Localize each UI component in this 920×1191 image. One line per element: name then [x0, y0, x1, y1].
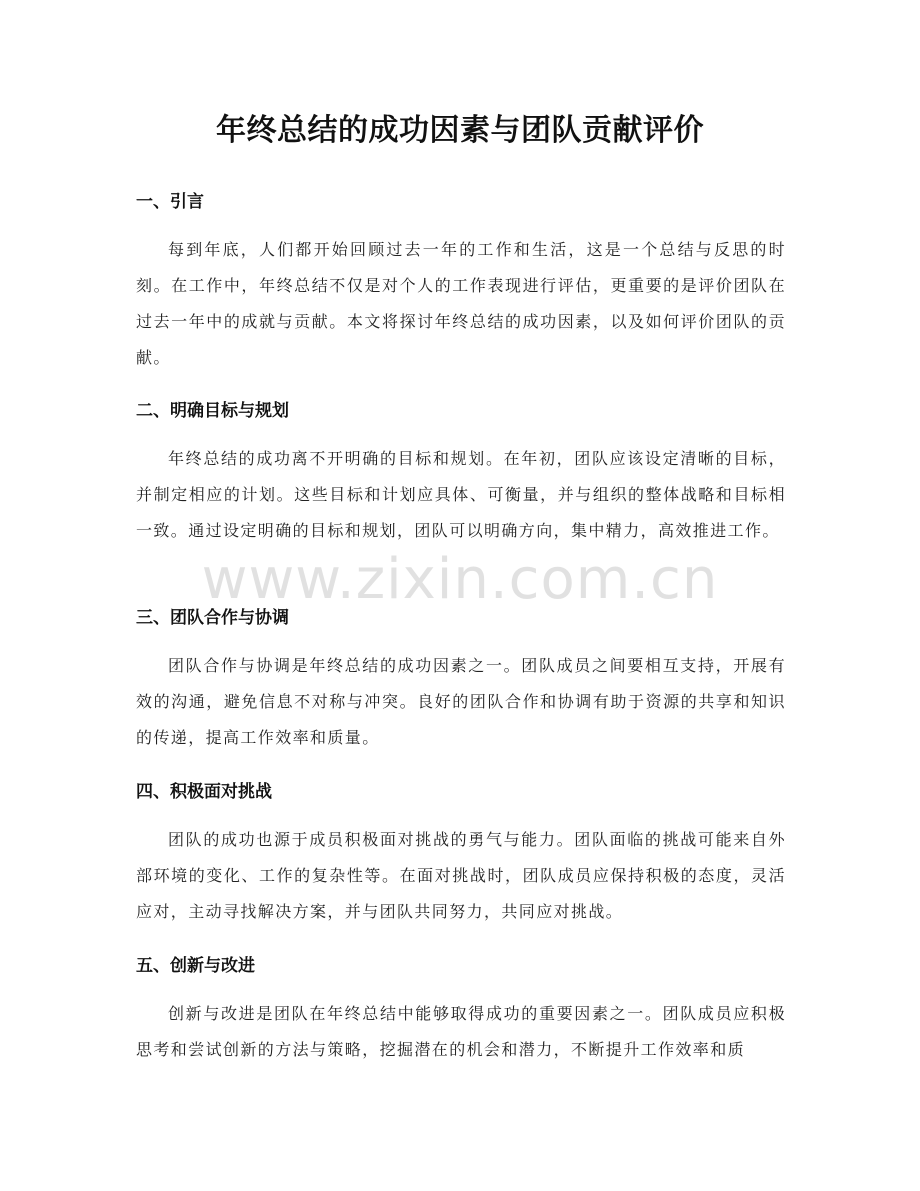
section-paragraph-teamwork: 团队合作与协调是年终总结的成功因素之一。团队成员之间要相互支持，开展有效的沟通，避免信息不对称与冲突。良好的团队合作和协调有助于资源的共享和知识的传递，提高工作效率和质量。 [136, 656, 786, 747]
section-heading-challenges: 四、积极面对挑战 [136, 782, 272, 802]
section-heading-innovation: 五、创新与改进 [136, 956, 255, 976]
section-paragraph-goals: 年终总结的成功离不开明确的目标和规划。在年初，团队应该设定清晰的目标，并制定相应的计划。这些目标和计划应具体、可衡量，并与组织的整体战略和目标相一致。通过设定明确的目标和规划，团队可以明确方向，集中精力，高效推进工作。 [136, 449, 786, 540]
section-heading-goals: 二、明确目标与规划 [136, 401, 289, 421]
section-paragraph-challenges: 团队的成功也源于成员积极面对挑战的勇气与能力。团队面临的挑战可能来自外部环境的变化、工作的复杂性等。在面对挑战时，团队成员应保持积极的态度，灵活应对，主动寻找解决方案，并与团队共同努力，共同应对挑战。 [136, 830, 786, 921]
watermark: www.zixin.com.cn [201, 547, 719, 612]
section-heading-teamwork: 三、团队合作与协调 [136, 608, 289, 628]
document-title: 年终总结的成功因素与团队贡献评价 [216, 113, 704, 148]
section-heading-introduction: 一、引言 [136, 192, 204, 212]
section-paragraph-introduction: 每到年底，人们都开始回顾过去一年的工作和生活，这是一个总结与反思的时刻。在工作中，年终总结不仅是对个人的工作表现进行评估，更重要的是评价团队在过去一年中的成就与贡献。本文将探讨年终总结的成功因素，以及如何评价团队的贡献。 [136, 240, 786, 367]
section-paragraph-innovation: 创新与改进是团队在年终总结中能够取得成功的重要因素之一。团队成员应积极思考和尝试创新的方法与策略，挖掘潜在的机会和潜力，不断提升工作效率和质 [136, 1004, 786, 1059]
